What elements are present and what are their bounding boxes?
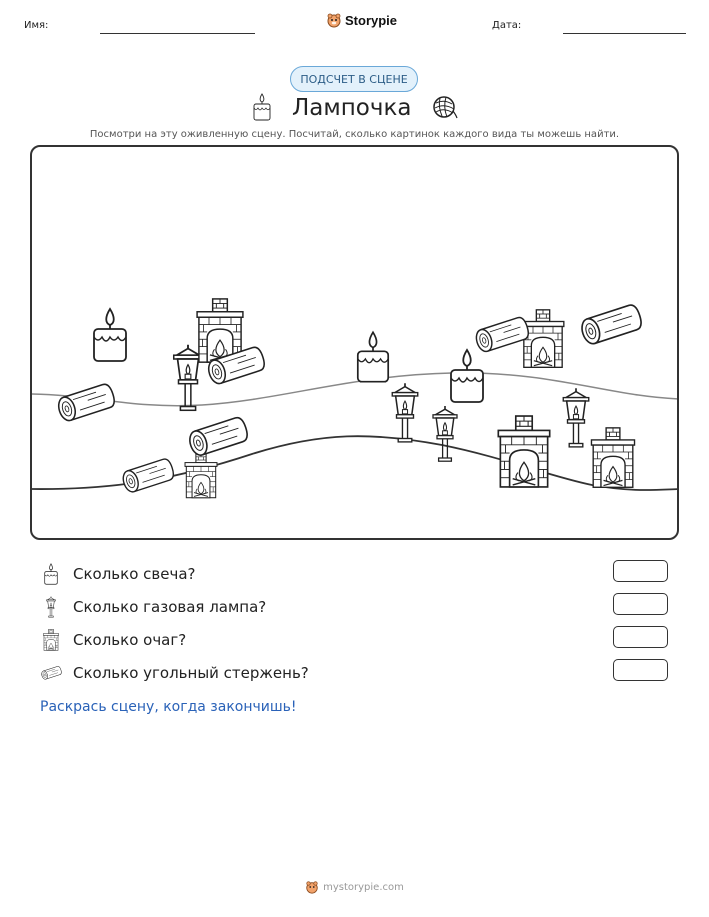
fireplace-4 (591, 428, 634, 487)
question-fireplace (40, 628, 186, 652)
page-title: Лампочка (292, 95, 412, 121)
gas-lamp-icon (40, 596, 62, 618)
counting-scene (30, 145, 679, 540)
question-log (40, 661, 309, 685)
answer-box-log[interactable] (613, 659, 668, 681)
log-icon (40, 662, 62, 684)
footer (0, 880, 709, 894)
activity-badge: ПОДСЧЕТ В СЦЕНЕ (290, 66, 418, 92)
question-gas-lamp (40, 595, 266, 619)
fireplace-2 (522, 310, 564, 368)
question-text: Сколько свеча? (73, 565, 196, 583)
gas-lamp-3 (433, 406, 457, 461)
fireplace-5 (185, 454, 217, 498)
name-label: Имя: (24, 20, 49, 31)
question-text: Сколько газовая лампа? (73, 598, 267, 616)
storypie-mascot-icon (305, 880, 319, 894)
brand-name: Storypie (345, 12, 398, 28)
fireplace-icon (40, 629, 62, 651)
gas-lamp-2 (392, 383, 418, 442)
answer-box-candle[interactable] (613, 560, 668, 582)
question-text: Сколько очаг? (73, 631, 187, 649)
fireplace-3 (498, 416, 549, 487)
yarn-ball-icon (432, 94, 458, 120)
log-6 (579, 303, 644, 346)
brand-logo (326, 12, 397, 28)
candle-1 (94, 309, 126, 361)
candle-icon (252, 93, 272, 121)
closing-instruction: Раскрась сцену, когда закончишь! (40, 699, 297, 715)
gas-lamp-4 (563, 388, 589, 447)
date-label: Дата: (492, 20, 522, 31)
gas-lamp-1 (174, 345, 203, 411)
log-5 (474, 316, 531, 354)
question-candle (40, 562, 195, 586)
answer-box-fireplace[interactable] (613, 626, 668, 648)
name-line[interactable] (100, 33, 255, 34)
log-4 (121, 457, 176, 493)
date-line[interactable] (563, 33, 686, 34)
answer-box-gas-lamp[interactable] (613, 593, 668, 615)
candle-3 (451, 350, 483, 402)
question-text: Сколько угольный стержень? (73, 664, 309, 682)
log-3 (187, 416, 250, 458)
footer-url[interactable]: mystorypie.com (323, 881, 404, 893)
instructions: Посмотри на эту оживленную сцену. Посчитай, сколько картинок каждого вида ты можешь найти. (89, 129, 620, 140)
storypie-mascot-icon (326, 12, 342, 28)
candle-icon (40, 563, 62, 585)
candle-2 (358, 332, 388, 381)
log-1 (56, 382, 117, 422)
scene-illustration (32, 147, 679, 540)
